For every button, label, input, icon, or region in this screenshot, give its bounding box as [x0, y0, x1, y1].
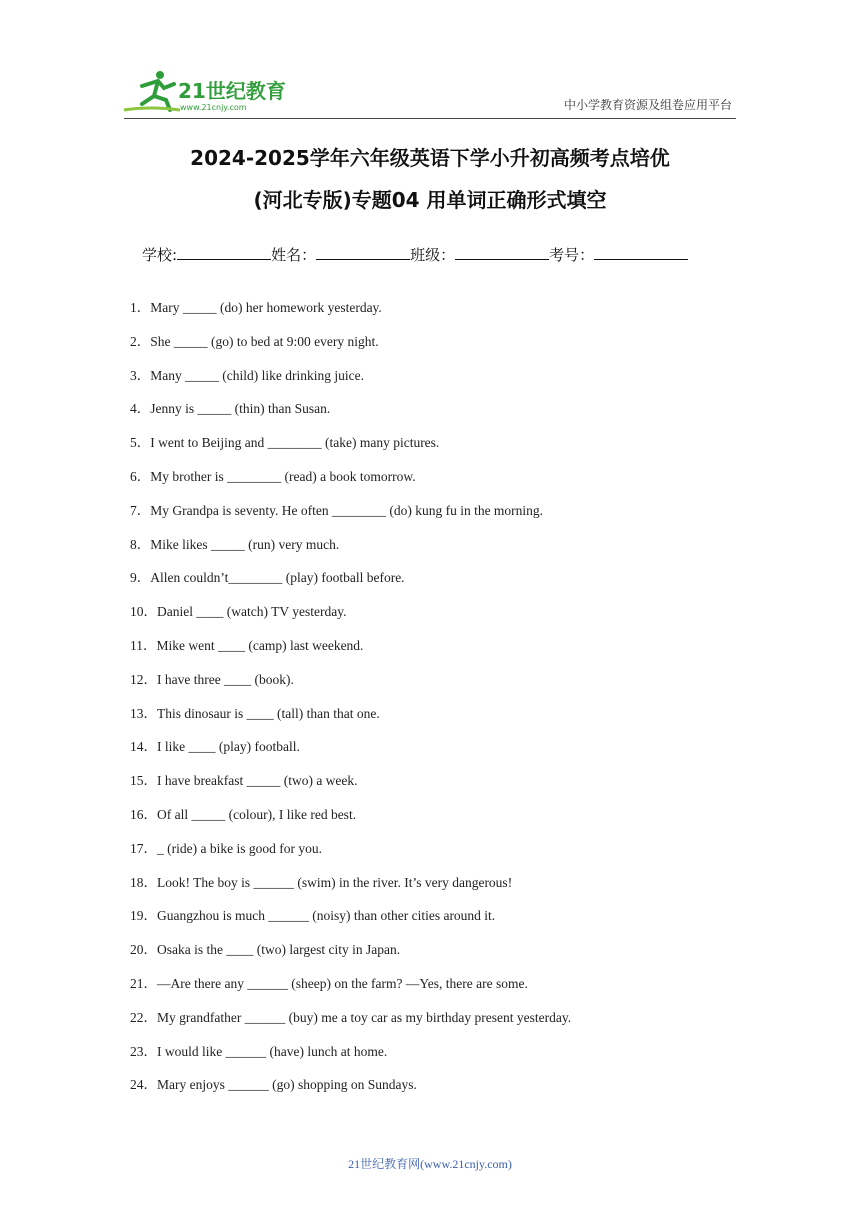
question-item: 4．Jenny is _____ (thin) than Susan.	[130, 401, 331, 417]
question-item: 17．_ (ride) a bike is good for you.	[130, 840, 322, 856]
question-item: 3．Many _____ (child) like drinking juice.	[130, 367, 364, 383]
question-item: 9．Allen couldn’t________ (play) football before.	[130, 570, 405, 586]
number-label: 考号：	[549, 246, 595, 264]
svg-text:www.21cnjy.com: www.21cnjy.com	[180, 103, 247, 112]
number-blank[interactable]	[594, 245, 688, 260]
page-title-line2: (河北专版)专题04 用单词正确形式填空	[253, 188, 607, 212]
question-item: 19．Guangzhou is much ______ (noisy) than other cities around it.	[130, 908, 496, 924]
question-item: 6．My brother is ________ (read) a book tomorrow.	[130, 468, 416, 484]
school-label: 学校:	[142, 246, 178, 264]
question-item: 20．Osaka is the ____ (two) largest city in Japan.	[130, 942, 401, 958]
question-item: 15．I have breakfast _____ (two) a week.	[130, 773, 358, 789]
question-item: 8．Mike likes _____ (run) very much.	[130, 536, 340, 552]
class-label: 班级：	[410, 246, 456, 264]
question-item: 21．—Are there any ______ (sheep) on the farm? —Yes, there are some.	[130, 975, 528, 991]
platform-name: 中小学教育资源及组卷应用平台	[563, 98, 732, 112]
page-title-line1: 2024-2025学年六年级英语下学小升初高频考点培优	[190, 146, 670, 170]
site-logo	[120, 66, 290, 116]
question-item: 18．Look! The boy is ______ (swim) in the river. It’s very dangerous!	[130, 874, 513, 890]
question-item: 16．Of all _____ (colour), I like red best.	[130, 806, 357, 822]
name-label: 姓名：	[271, 246, 317, 264]
name-blank[interactable]	[316, 245, 410, 260]
question-item: 7．My Grandpa is seventy. He often ________ (do) kung fu in the morning.	[130, 502, 544, 518]
question-item: 23．I would like ______ (have) lunch at home.	[130, 1043, 388, 1059]
question-item: 1．Mary _____ (do) her homework yesterday.	[130, 300, 382, 315]
student-info-row	[142, 244, 688, 265]
question-item: 5．I went to Beijing and ________ (take) many pictures.	[130, 435, 440, 451]
header-divider	[124, 118, 736, 119]
question-item: 13．This dinosaur is ____ (tall) than that one.	[130, 705, 380, 721]
class-blank[interactable]	[455, 245, 549, 260]
question-list	[130, 296, 730, 1107]
question-item: 2．She _____ (go) to bed at 9:00 every night.	[130, 333, 379, 349]
svg-text:21世纪教育: 21世纪教育	[178, 79, 286, 103]
footer-link[interactable]: 21世纪教育网(www.21cnjy.com)	[348, 1157, 512, 1171]
question-item: 14．I like ____ (play) football.	[130, 739, 300, 755]
question-item: 10．Daniel ____ (watch) TV yesterday.	[130, 604, 347, 620]
question-item: 11．Mike went ____ (camp) last weekend.	[130, 637, 364, 653]
question-item: 12．I have three ____ (book).	[130, 671, 294, 687]
question-item: 22．My grandfather ______ (buy) me a toy car as my birthday present yesterday.	[130, 1009, 572, 1025]
question-item: 24．Mary enjoys ______ (go) shopping on Sundays.	[130, 1077, 417, 1093]
school-blank[interactable]	[177, 245, 271, 260]
